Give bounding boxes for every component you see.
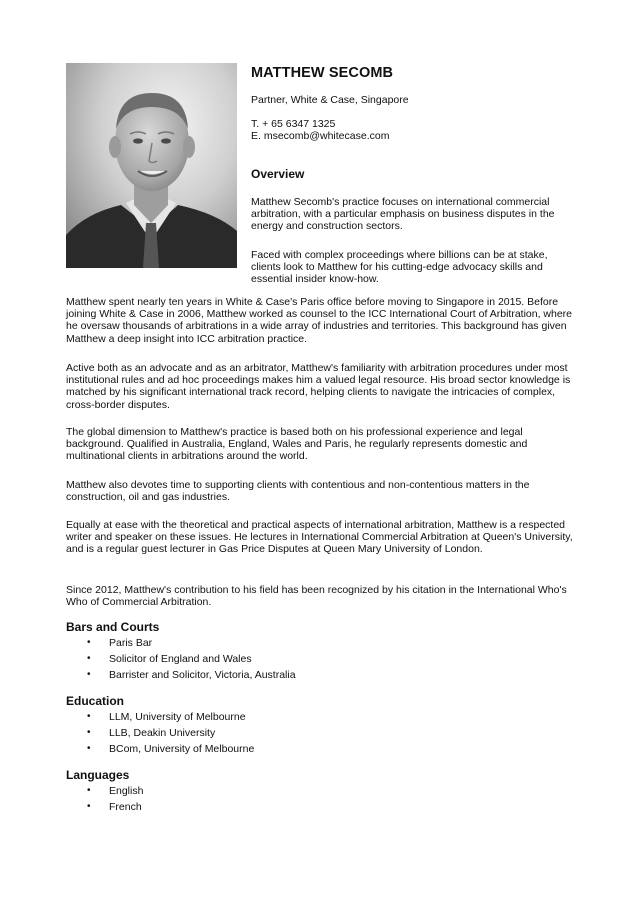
bullet-icon: • [87,785,91,796]
bullet-icon: • [87,637,91,648]
person-role: Partner, White & Case, Singapore [251,94,409,106]
list-item [0,709,520,725]
bullet-icon: • [87,801,91,812]
bullet-icon: • [87,653,91,664]
list-item-text: BCom, University of Melbourne [109,743,255,755]
education-heading: Education [66,694,125,708]
bullet-icon: • [87,669,91,680]
languages-heading: Languages [66,768,130,782]
bio-paragraph: Active both as an advocate and as an arbitrator, Matthew's familiarity with arbitration procedures under most institutional rules and ad hoc proceedings makes him a valued legal resource. His broad sector knowledge is matched by his significant international track record, helping clients to navigate the intricacies of complex, cross-border disputes. [66,362,571,411]
list-item-text: Barrister and Solicitor, Victoria, Australia [109,669,296,681]
list-item [0,783,520,799]
overview-heading: Overview [251,167,305,181]
list-item [0,741,520,757]
bullet-icon: • [87,743,91,754]
list-item-text: French [109,801,142,813]
education-list [0,709,520,757]
list-item [0,635,520,651]
bullet-icon: • [87,727,91,738]
bullet-icon: • [87,711,91,722]
bio-paragraph: The global dimension to Matthew's practice is based both on his professional experience and legal background. Qualified in Australia, England, Wales and Paris, he regularly represents domestic and multinational clients in arbitrations around the world. [66,426,528,463]
bio-paragraph: Since 2012, Matthew's contribution to his field has been recognized by his citation in the International Who's Who of Commercial Arbitration. [66,584,567,609]
person-name: MATTHEW SECOMB [251,65,394,81]
list-item-text: Solicitor of England and Wales [109,653,252,665]
list-item-text: LLM, University of Melbourne [109,711,246,723]
bars-courts-heading: Bars and Courts [66,620,160,634]
languages-list [0,783,520,815]
phone-number: T. + 65 6347 1325 [251,118,336,130]
bio-paragraph: Equally at ease with the theoretical and practical aspects of international arbitration, Matthew is a respected writer and speaker on these issues. He lectures in International Commercial Arbitration at Queen's University, and is a regular guest lecturer in Gas Price Disputes at Queen Mary University of London. [66,519,573,556]
list-item-text: English [109,785,144,797]
bio-paragraph: Matthew also devotes time to supporting clients with contentious and non-contentious matters in the construction, oil and gas industries. [66,479,530,504]
list-item-text: Paris Bar [109,637,153,649]
bio-paragraph: Matthew spent nearly ten years in White & Case's Paris office before moving to Singapore in 2015. Before joining White & Case in 2006, Matthew worked as counsel to the ICC International Court of Arbitration, where he oversaw thousands of arbitrations in a wide array of industries and territories. This background has given Matthew a deep insight into ICC arbitration practice. [66,296,573,345]
list-item [0,651,520,667]
bars-courts-list [0,635,520,683]
overview-paragraph: Faced with complex proceedings where billions can be at stake, clients look to Matthew for his cutting-edge advocacy skills and essential insider know-how. [251,249,548,286]
list-item [0,799,520,815]
portrait-photo [66,63,237,268]
email-address[interactable]: E. msecomb@whitecase.com [251,130,390,142]
list-item-text: LLB, Deakin University [109,727,216,739]
list-item [0,667,520,683]
list-item [0,725,520,741]
overview-paragraph: Matthew Secomb's practice focuses on international commercial arbitration, with a particular emphasis on business disputes in the energy and construction sectors. [251,196,555,233]
